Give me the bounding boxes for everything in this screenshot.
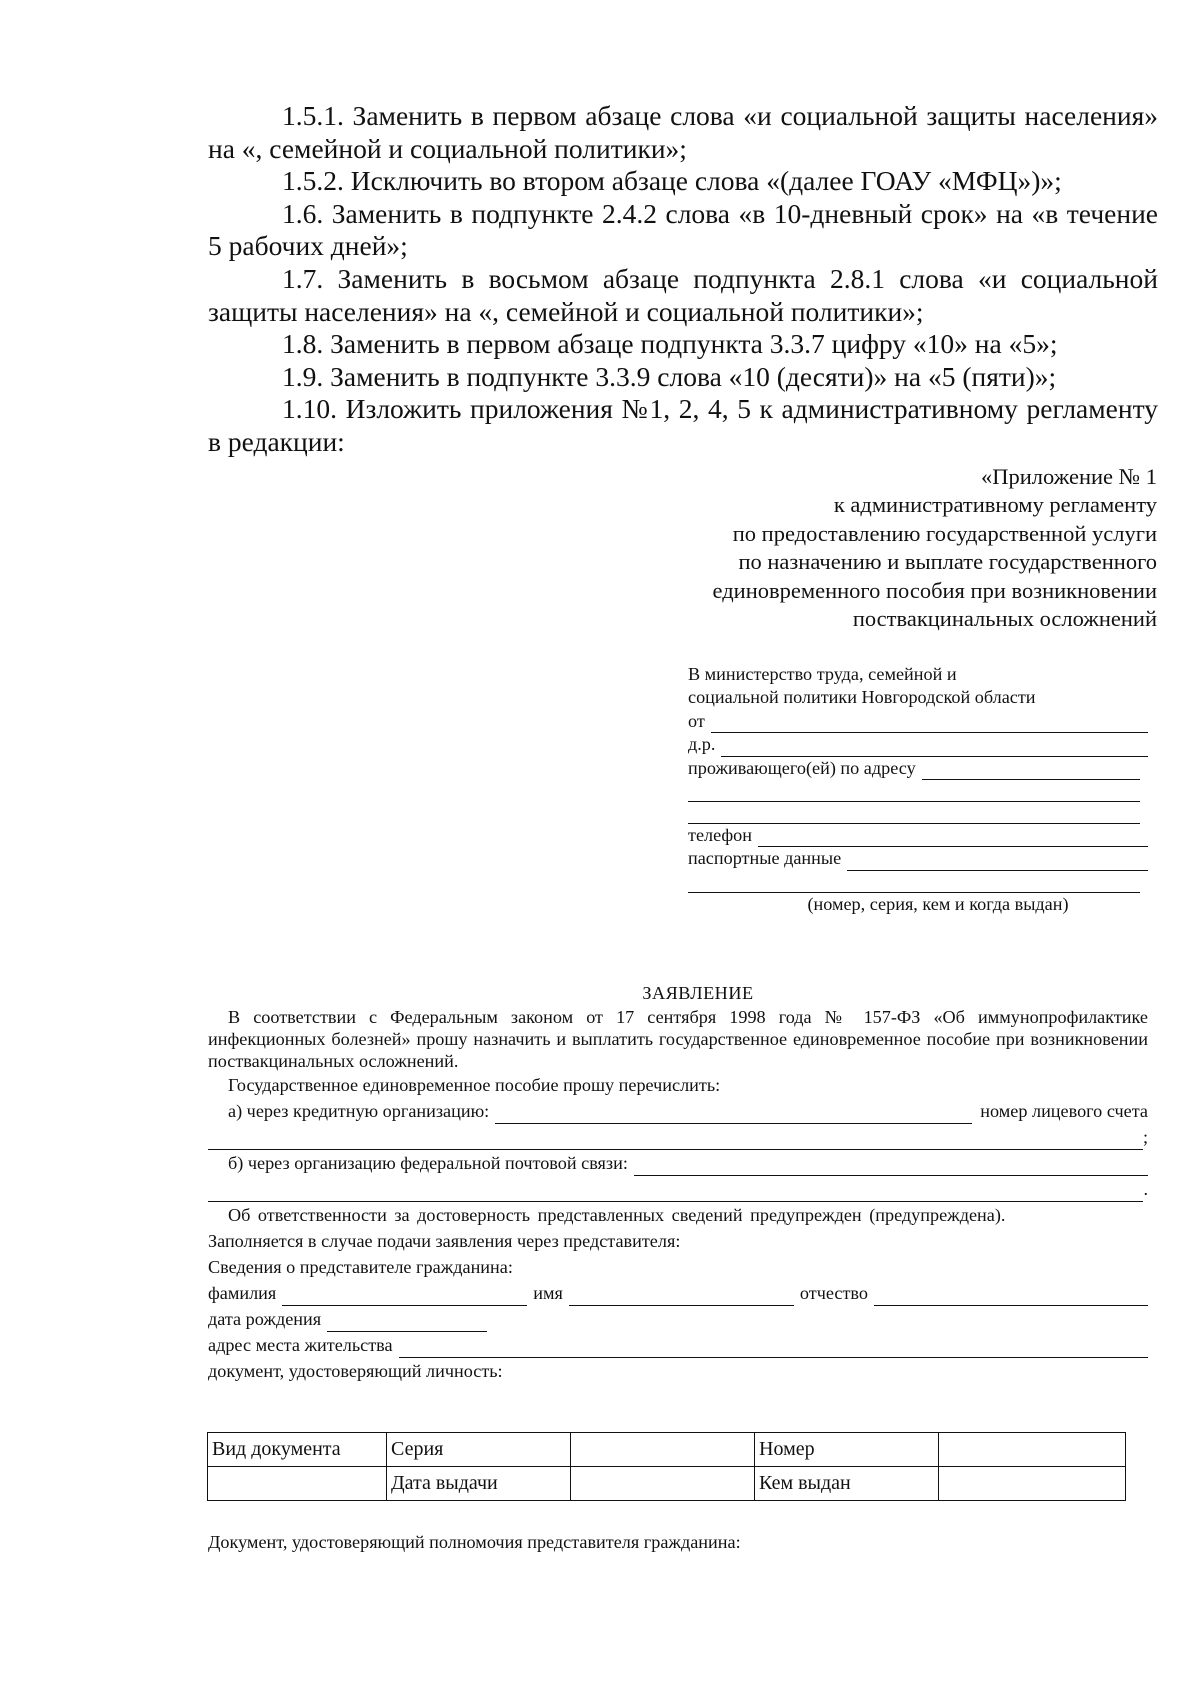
- appendix-line: «Приложение № 1: [981, 464, 1157, 489]
- phone-row: [688, 824, 1148, 847]
- issued-by-cell[interactable]: [939, 1467, 1126, 1501]
- appendix-line: поствакцинальных осложнений: [852, 606, 1157, 632]
- recipient-line-1: В министерство труда, семейной и: [688, 664, 957, 684]
- authority-document-label: Документ, удостоверяющий полномочия представителя гражданина:: [208, 1532, 741, 1552]
- address-field-line-2[interactable]: [688, 780, 1140, 802]
- name-field[interactable]: [569, 1288, 794, 1306]
- id-document-label: документ, удостоверяющий личность:: [208, 1361, 503, 1381]
- account-row: ;: [208, 1124, 1148, 1150]
- appendix-line: к административному регламенту: [833, 492, 1157, 518]
- representative-name-row: [208, 1280, 1148, 1306]
- passport-field[interactable]: [847, 853, 1148, 871]
- amendment-1-8: 1.8. Заменить в первом абзаце подпункта 3.3.7 цифру «10» на «5»;: [282, 328, 1058, 360]
- birthdate-field[interactable]: [327, 1314, 487, 1332]
- residence-field[interactable]: [399, 1340, 1148, 1358]
- passport-label: паспортные данные: [688, 848, 842, 869]
- address-field[interactable]: [922, 762, 1140, 780]
- passport-row: [688, 847, 1148, 870]
- amendment-1-6: 1.6. Заменить в подпункте 2.4.2 слова «в 10-дневный срок» на «в течение 5 рабочих дней»;: [208, 197, 1158, 262]
- doc-type-header: Вид документа: [208, 1433, 387, 1467]
- dob-row: [688, 733, 1148, 756]
- patronymic-field[interactable]: [874, 1288, 1148, 1306]
- address-field-line-3[interactable]: [688, 802, 1140, 824]
- phone-field[interactable]: [758, 829, 1148, 847]
- name-label: имя: [533, 1283, 563, 1303]
- from-field[interactable]: [711, 715, 1148, 733]
- option-b-row: [208, 1150, 1148, 1176]
- passport-field-line-2[interactable]: [688, 871, 1140, 893]
- amendment-1-5-1: 1.5.1. Заменить в первом абзаце слова «и социальной защиты населения» на «, семейной и социальной политики»;: [208, 100, 1158, 164]
- post-org-field[interactable]: [634, 1158, 1148, 1176]
- account-label: номер лицевого счета: [980, 1101, 1148, 1121]
- application-title: ЗАЯВЛЕНИЕ: [642, 983, 754, 1003]
- residence-label: адрес места жительства: [208, 1335, 393, 1355]
- table-row: [208, 1467, 1126, 1501]
- issue-date-header: Дата выдачи: [387, 1467, 571, 1501]
- birthdate-label: дата рождения: [208, 1309, 322, 1329]
- post-org-field-line-2[interactable]: [208, 1184, 1143, 1202]
- application-intro: В соответствии с Федеральным законом от 17 сентября 1998 года № 157-ФЗ «Об иммунопрофилактике инфекционных болезней» прошу назначить и выплатить государственное единовременное пособие при возникновении поствакцинальных осложнений.: [208, 1007, 1148, 1071]
- credit-org-field[interactable]: [495, 1106, 972, 1124]
- appendix-header: [597, 463, 1157, 633]
- address-row: [688, 757, 1148, 780]
- from-label: от: [688, 710, 705, 731]
- id-document-table: [207, 1432, 1126, 1501]
- residence-row: [208, 1332, 1148, 1358]
- option-b-label: б) через организацию федеральной почтовой связи:: [228, 1153, 628, 1173]
- dob-field[interactable]: [721, 739, 1148, 757]
- transfer-instruction: Государственное единовременное пособие прошу перечислить:: [228, 1075, 721, 1095]
- number-header: Номер: [755, 1433, 939, 1467]
- passport-caption: (номер, серия, кем и когда выдан): [807, 893, 1069, 914]
- amendment-1-5-2: 1.5.2. Исключить во втором абзаце слова «(далее ГОАУ «МФЦ»)»;: [282, 165, 1062, 197]
- amendment-1-9: 1.9. Заменить в подпункте 3.3.9 слова «10 (десяти)» на «5 (пяти)»;: [282, 360, 1057, 392]
- responsibility-statement: Об ответственности за достоверность представленных сведений предупрежден (предупреждена).: [228, 1205, 1006, 1225]
- doc-type-cell[interactable]: [208, 1467, 387, 1501]
- patronymic-label: отчество: [799, 1283, 868, 1303]
- dob-label: д.р.: [688, 734, 716, 755]
- appendix-line: по назначению и выплате государственного: [738, 549, 1157, 575]
- recipient-block: [688, 663, 1148, 916]
- appendix-line: единовременного пособия при возникновении: [712, 577, 1157, 603]
- representative-info: Сведения о представителе гражданина:: [208, 1257, 513, 1277]
- table-row: [208, 1433, 1126, 1467]
- amendments-section: [208, 100, 1158, 459]
- application-section: [208, 980, 1148, 1384]
- issued-by-header: Кем выдан: [755, 1467, 939, 1501]
- address-label: проживающего(ей) по адресу: [688, 757, 916, 778]
- option-a-row: [208, 1098, 1148, 1124]
- series-cell[interactable]: [571, 1433, 755, 1467]
- phone-label: телефон: [688, 825, 753, 846]
- number-cell[interactable]: [939, 1433, 1126, 1467]
- account-field[interactable]: [208, 1132, 1143, 1150]
- recipient-line-2: социальной политики Новгородской области: [688, 687, 1036, 708]
- birthdate-row: [208, 1306, 1148, 1332]
- amendment-1-7: 1.7. Заменить в восьмом абзаце подпункта 2.8.1 слова «и социальной защиты населения» на «, семейной и социальной политики»;: [208, 262, 1158, 327]
- representative-note: Заполняется в случае подачи заявления через представителя:: [208, 1231, 681, 1251]
- from-row: [688, 710, 1148, 733]
- surname-label: фамилия: [208, 1283, 277, 1303]
- series-header: Серия: [387, 1433, 571, 1467]
- appendix-line: по предоставлению государственной услуги: [732, 520, 1157, 546]
- post-org-row-2: .: [208, 1176, 1148, 1202]
- option-a-label: а) через кредитную организацию:: [228, 1101, 490, 1121]
- issue-date-cell[interactable]: [571, 1467, 755, 1501]
- amendment-1-10: 1.10. Изложить приложения №1, 2, 4, 5 к административному регламенту в редакции:: [208, 393, 1158, 457]
- surname-field[interactable]: [282, 1288, 527, 1306]
